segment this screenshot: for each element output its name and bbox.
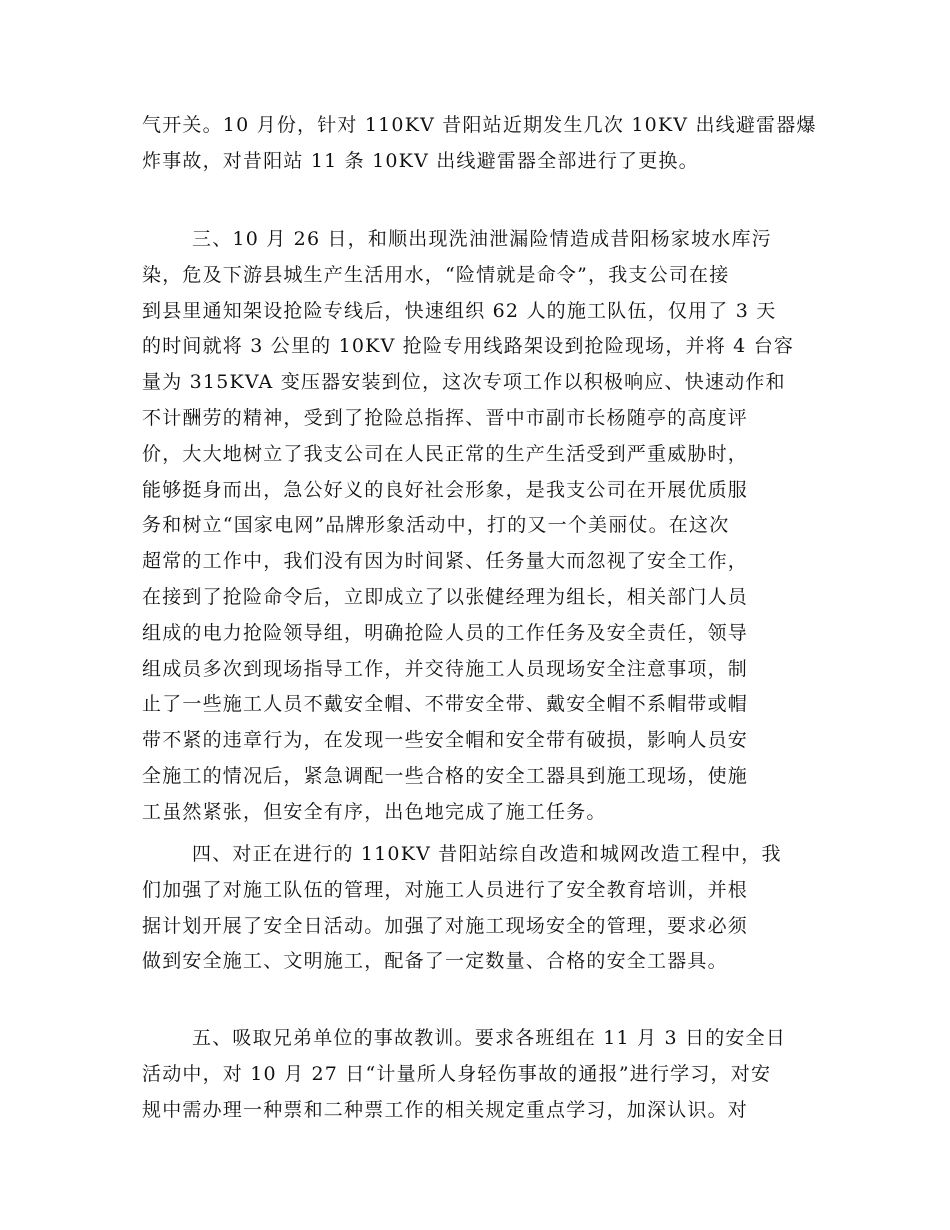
paragraph-line: 全施工的情况后，紧急调配一些合格的安全工器具到施工现场，使施: [142, 764, 749, 787]
paragraph-line: 超常的工作中，我们没有因为时间紧、任务量大而忽视了安全工作，: [142, 550, 749, 573]
paragraph-line: 工虽然紧张，但安全有序，出色地完成了施工任务。: [142, 800, 607, 823]
paragraph-2: [142, 222, 810, 831]
paragraph-line: 务和树立“国家电网”品牌形象活动中，打的又一个美丽仗。在这次: [142, 514, 730, 537]
paragraph-line: 做到安全施工、文明施工，配备了一定数量、合格的安全工器具。: [142, 950, 728, 973]
paragraph-line: 五、吸取兄弟单位的事故教训。要求各班组在 11 月 3 日的安全日: [192, 1027, 787, 1049]
paragraph-line: 量为 315KVA 变压器安装到位，这次专项工作以积极响应、快速动作和: [142, 371, 786, 394]
paragraph-line: 价，大大地树立了我支公司在人民正常的生产生活受到严重威胁时，: [142, 442, 749, 465]
paragraph-line: 据计划开展了安全日活动。加强了对施工现场安全的管理，要求必须: [142, 914, 749, 937]
paragraph-1: [142, 108, 817, 180]
paragraph-line: 组成的电力抢险领导组，明确抢险人员的工作任务及安全责任，领导: [142, 621, 749, 644]
paragraph-line: 带不紧的违章行为，在发现一些安全帽和安全带有破损，影响人员安: [142, 729, 749, 752]
paragraph-4: [142, 1021, 810, 1128]
paragraph-line: 活动中，对 10 月 27 日“计量所人身轻伤事故的通报”进行学习，对安: [142, 1062, 772, 1085]
paragraph-line: 规中需办理一种票和二种票工作的相关规定重点学习，加深认识。对: [142, 1098, 749, 1121]
paragraph-line: 到县里通知架设抢险专线后，快速组织 62 人的施工队伍，仅用了 3 天: [142, 299, 777, 322]
paragraph-line: 止了一些施工人员不戴安全帽、不带安全带、戴安全帽不系帽带或帽: [142, 693, 749, 716]
paragraph-line: 不计酬劳的精神，受到了抢险总指挥、晋中市副市长杨随亭的高度评: [142, 406, 749, 429]
paragraph-line: 炸事故，对昔阳站 11 条 10KV 出线避雷器全部进行了更换。: [142, 149, 699, 172]
paragraph-line: 们加强了对施工队伍的管理，对施工人员进行了安全教育培训，并根: [142, 878, 749, 901]
paragraph-line: 四、对正在进行的 110KV 昔阳站综自改造和城网改造工程中，我: [192, 843, 782, 865]
paragraph-line: 气开关。10 月份，针对 110KV 昔阳站近期发生几次 10KV 出线避雷器爆: [142, 114, 817, 136]
paragraph-line: 能够挺身而出，急公好义的良好社会形象，是我支公司在开展优质服: [142, 478, 749, 501]
paragraph-3: [142, 837, 810, 980]
paragraph-line: 组成员多次到现场指导工作，并交待施工人员现场安全注意事项，制: [142, 657, 749, 680]
paragraph-line: 在接到了抢险命令后，立即成立了以张健经理为组长，相关部门人员: [142, 585, 749, 608]
paragraph-line: 染，危及下游县城生产生活用水，“险情就是命令”，我支公司在接: [142, 263, 730, 286]
paragraph-line: 的时间就将 3 公里的 10KV 抢险专用线路架设到抢险现场，并将 4 台容: [142, 335, 795, 358]
paragraph-line: 三、10 月 26 日，和顺出现洗油泄漏险情造成昔阳杨家坡水库污: [192, 228, 772, 250]
